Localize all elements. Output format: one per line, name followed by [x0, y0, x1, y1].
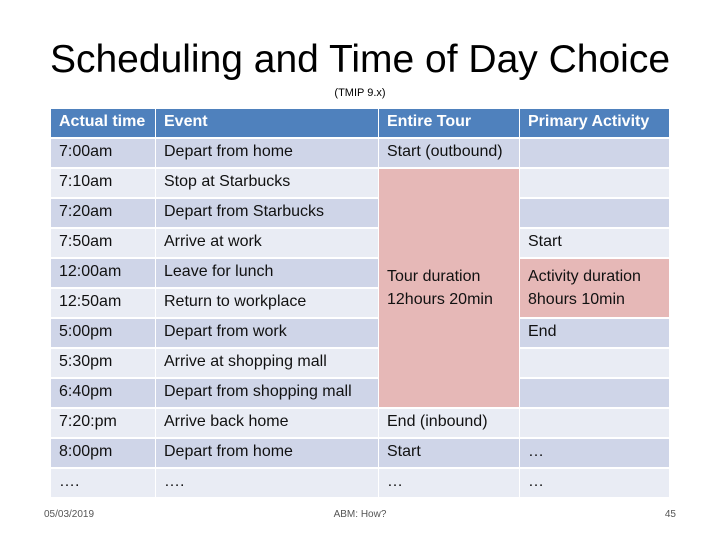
cell-event: …. — [156, 469, 378, 497]
header-entire-tour: Entire Tour — [379, 109, 519, 137]
activity-duration-cell — [520, 259, 669, 317]
cell-time: 6:40pm — [51, 379, 155, 407]
footer-date: 05/03/2019 — [44, 509, 95, 520]
cell-primary-activity: Start — [520, 229, 669, 257]
cell-entire-tour: Start (outbound) — [379, 139, 519, 167]
cell-primary-activity: End — [520, 319, 669, 347]
cell-primary-activity — [520, 409, 669, 437]
header-event: Event — [156, 109, 378, 137]
cell-event: Depart from shopping mall — [156, 379, 378, 407]
cell-event: Depart from home — [156, 139, 378, 167]
cell-primary-activity — [520, 169, 669, 197]
cell-entire-tour: … — [379, 469, 519, 497]
cell-event: Depart from home — [156, 439, 378, 467]
cell-time: 12:50am — [51, 289, 155, 317]
cell-time: 7:10am — [51, 169, 155, 197]
cell-event: Stop at Starbucks — [156, 169, 378, 197]
cell-event: Arrive at work — [156, 229, 378, 257]
slide-subtitle: (TMIP 9.x) — [334, 87, 386, 99]
cell-time: 7:00am — [51, 139, 155, 167]
page-number: 45 — [664, 509, 676, 520]
cell-primary-activity — [520, 379, 669, 407]
tour-duration-text: Tour duration 12hours 20min — [387, 268, 493, 308]
cell-time: 5:30pm — [51, 349, 155, 377]
cell-event: Depart from work — [156, 319, 378, 347]
cell-primary-activity — [520, 349, 669, 377]
cell-entire-tour: End (inbound) — [379, 409, 519, 437]
cell-time: …. — [51, 469, 155, 497]
cell-primary-activity: … — [520, 439, 669, 467]
schedule-table — [51, 109, 669, 499]
cell-event: Return to workplace — [156, 289, 378, 317]
cell-entire-tour: Start — [379, 439, 519, 467]
cell-event: Arrive back home — [156, 409, 378, 437]
activity-duration-text: Activity duration 8hours 10min — [528, 268, 641, 308]
footer-label: ABM: How? — [333, 509, 387, 520]
cell-primary-activity — [520, 199, 669, 227]
cell-time: 7:20:pm — [51, 409, 155, 437]
cell-time: 7:20am — [51, 199, 155, 227]
cell-time: 5:00pm — [51, 319, 155, 347]
cell-time: 8:00pm — [51, 439, 155, 467]
cell-primary-activity: … — [520, 469, 669, 497]
header-actual-time: Actual time — [51, 109, 155, 137]
cell-time: 12:00am — [51, 259, 155, 287]
cell-time: 7:50am — [51, 229, 155, 257]
cell-primary-activity — [520, 139, 669, 167]
slide-title: Scheduling and Time of Day Choice — [49, 38, 671, 81]
cell-event: Depart from Starbucks — [156, 199, 378, 227]
header-primary-activity: Primary Activity — [520, 109, 669, 137]
cell-event: Arrive at shopping mall — [156, 349, 378, 377]
cell-event: Leave for lunch — [156, 259, 378, 287]
tour-duration-cell — [379, 169, 519, 407]
